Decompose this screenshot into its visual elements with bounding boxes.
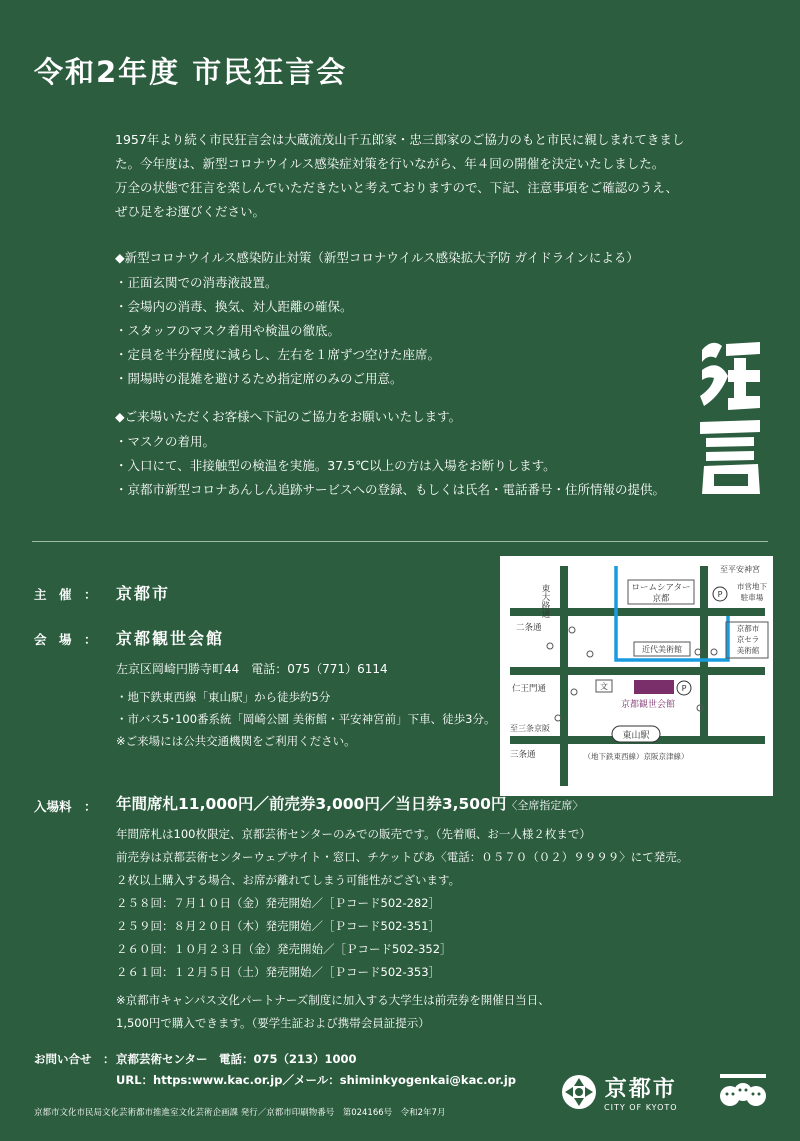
intro-line: た。今年度は、新型コロナウイルス感染症対策を行いながら、年４回の開催を決定いたしました。	[115, 156, 665, 171]
requests-heading: ◆ご来場いただくお客様へ下記のご協力をお願いいたします。	[115, 409, 462, 424]
community-mascot-icon	[716, 1072, 770, 1112]
list-item: ・開場時の混雑を避けるため指定席のみのご用意。	[115, 371, 403, 386]
parking-icon: P	[717, 590, 723, 599]
map-label: （地下鉄東西線）京阪京津線）	[583, 752, 689, 761]
fee-label: 入場料 ：	[34, 799, 97, 814]
fee-detail-line: ２枚以上購入する場合、お席が離れてしまう可能性がございます。	[116, 873, 461, 887]
requests-list	[115, 430, 665, 502]
map-label: 京都市	[736, 624, 760, 633]
measures-list	[115, 271, 440, 391]
list-item: ・スタッフのマスク着用や検温の徹底。	[115, 323, 341, 338]
fee-detail-line: 前売券は京都芸術センターウェブサイト・窓口、チケットぴあ〈電話：０５７０（０２）９９９９〉にて発売。	[116, 850, 689, 864]
map-label: 京都	[652, 594, 670, 604]
access-map	[500, 556, 773, 796]
map-label: 近代美術館	[642, 645, 682, 654]
list-item: ・正面玄関での消毒液設置。	[115, 275, 278, 290]
measures-heading: ◆新型コロナウイルス感染防止対策（新型コロナウイルス感染拡大予防 ガイドラインによる）	[115, 250, 639, 265]
fee-detail-line: 年間席札は100枚限定、京都芸術センターのみでの販売です。（先着順、お一人様２枚まで）	[116, 827, 591, 841]
kyoto-city-logo	[560, 1072, 678, 1112]
kyogen-calligraphy-icon	[698, 336, 764, 496]
kanze-hall-marker	[634, 680, 674, 694]
page-title: 令和2年度 市民狂言会	[34, 55, 348, 89]
list-item: ・市バス5･100番系統「岡崎公園 美術館・平安神宮前」下車、徒歩3分。	[116, 712, 496, 726]
schedule-item: ２６１回：１２月５日（土）発売開始／［Ｐコード502-353］	[116, 965, 441, 979]
kyoto-city-logo-sub: CITY OF KYOTO	[604, 1103, 678, 1112]
fee-main: 年間席札11,000円／前売券3,000円／当日券3,500円	[116, 795, 507, 813]
map-label: 至平安神宮	[720, 565, 760, 574]
list-item: ・入口にて、非接触型の検温を実施。37.5℃以上の方は入場をお断りします。	[115, 458, 556, 473]
map-label: 東大路通	[540, 584, 550, 618]
map-label: 美術館	[736, 646, 760, 655]
fee-note: 〈全席指定席〉	[506, 799, 584, 812]
list-item: ・京都市新型コロナあんしん追跡サービスへの登録、もしくは氏名・電話番号・住所情報の提供。	[115, 482, 666, 497]
contact-label: お問い合せ ：	[34, 1052, 115, 1066]
map-label: 二条通	[516, 623, 542, 633]
schedule-item: ２５８回：７月１０日（金）発売開始／［Ｐコード502-282］	[116, 896, 441, 910]
map-label: 駐車場	[740, 593, 764, 602]
intro-paragraph	[115, 128, 684, 224]
intro-line: ぜひ足をお運びください。	[115, 204, 266, 219]
access-list	[116, 686, 496, 752]
parking-icon: P	[681, 684, 687, 693]
fee-details	[116, 823, 688, 892]
contact-url: URL：https:www.kac.or.jp／メール：shiminkyogenkai@kac.or.jp	[116, 1073, 516, 1087]
map-label: 至三条京阪	[510, 724, 550, 733]
list-item: ・マスクの着用。	[115, 434, 216, 449]
intro-line: 万全の状態で狂言を楽しんでいただきたいと考えておりますので、下記、注意事項をご確認のうえ、	[115, 180, 679, 195]
kyoto-city-emblem-icon	[560, 1073, 598, 1111]
school-icon: 文	[600, 682, 608, 691]
student-note-line: 1,500円で購入できます。（要学生証および携帯会員証提示）	[116, 1016, 430, 1030]
map-label: 東山駅	[622, 731, 650, 741]
venue-label: 会 場 ：	[34, 632, 97, 647]
map-label: 仁王門通	[512, 684, 547, 694]
list-item: ・会場内の消毒、換気、対人距離の確保。	[115, 299, 353, 314]
road-niomon	[510, 667, 765, 675]
list-item: ・定員を半分程度に減らし、左右を１席ずつ空けた座席。	[115, 347, 441, 362]
footer-note: 京都市文化市民局文化芸術都市推進室文化芸術企画課 発行／京都市印刷物番号 第024166号 令和2年7月	[34, 1108, 446, 1118]
student-note	[116, 989, 550, 1035]
schedule-item: ２５９回：８月２０日（木）発売開始／［Ｐコード502-351］	[116, 919, 441, 933]
divider	[32, 541, 768, 542]
road-higashioji	[560, 566, 568, 786]
schedule-list	[116, 892, 452, 984]
map-label: 三条通	[510, 750, 536, 760]
list-item: ・地下鉄東西線「東山駅」から徒歩約5分	[116, 690, 331, 704]
contact-value: 京都芸術センター 電話：075（213）1000	[116, 1052, 357, 1066]
organizer-label: 主 催 ：	[34, 587, 97, 602]
venue-value: 京都観世会館	[116, 629, 225, 648]
student-note-line: ※京都市キャンパス文化パートナーズ制度に加入する大学生は前売券を開催日当日、	[116, 993, 550, 1007]
venue-address: 左京区岡崎円勝寺町44 電話：075（771）6114	[116, 662, 388, 676]
map-label: 京都観世会館	[620, 700, 676, 710]
schedule-item: ２６０回：１０月２３日（金）発売開始／［Ｐコード502-352］	[116, 942, 452, 956]
kyoto-city-logo-text: 京都市	[604, 1077, 677, 1102]
intro-line: 1957年より続く市民狂言会は大蔵流茂山千五郎家・忠三郎家のご協力のもと市民に親しまれてきまし	[115, 132, 685, 147]
fee-main-row	[116, 792, 583, 814]
map-label: ロームシアター	[631, 583, 691, 593]
list-item: ※ご来場には公共交通機関をご利用ください。	[116, 734, 356, 748]
organizer-value: 京都市	[116, 584, 171, 603]
map-label: 市営地下	[737, 582, 767, 591]
map-label: 京セラ	[736, 635, 760, 644]
